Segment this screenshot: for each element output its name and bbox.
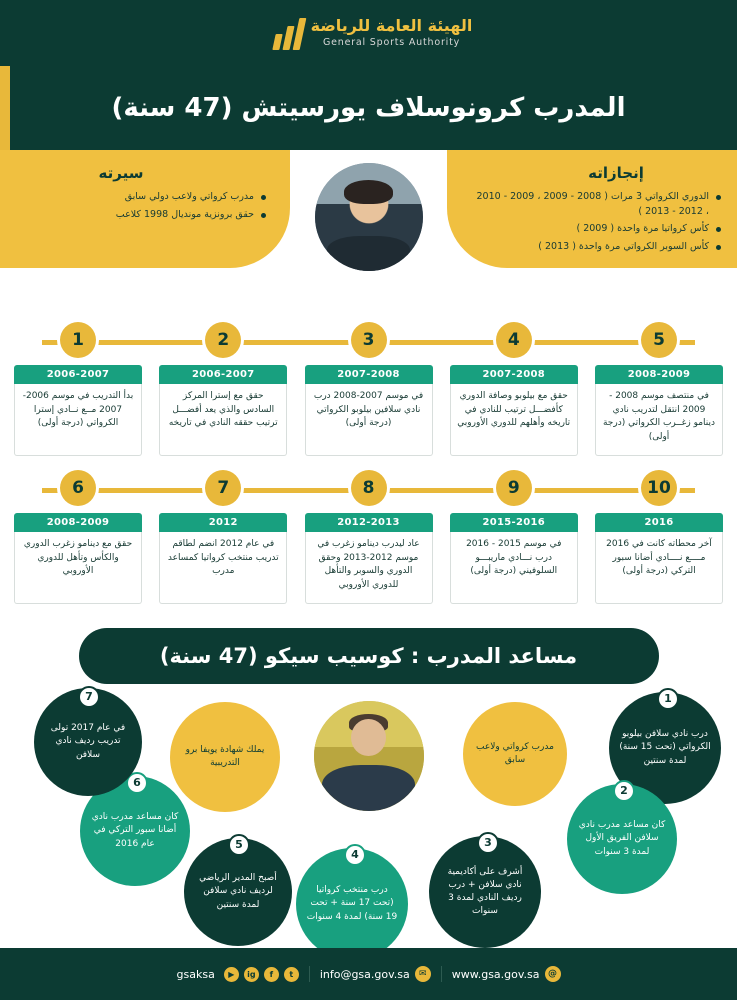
- assistant-section: [0, 688, 737, 988]
- assistant-step-3: [429, 836, 541, 948]
- career-block: [16, 164, 266, 225]
- achievements-block: [471, 164, 721, 258]
- step-number: 8: [351, 470, 387, 506]
- step-text: كان مساعد مدرب نادي أضانا سبور التركي في عام 2016: [91, 812, 179, 849]
- page-title: المدرب كرونوسلاف يورسيتش (47 سنة): [111, 93, 626, 123]
- email-text: info@gsa.gov.sa: [319, 967, 410, 981]
- step-text: في عام 2012 انضم لطاقم تدريب منتخب كرواتيا كمساعد مدرب: [159, 532, 287, 604]
- step-number: 2: [613, 780, 635, 802]
- list-item: كأس السوبر الكرواتي مرة واحدة ( 2013 ): [471, 240, 721, 255]
- step-years: 2006-2007: [14, 365, 142, 384]
- step-number: 1: [657, 688, 679, 710]
- assistant-title: مساعد المدرب : كوسيب سيكو (47 سنة): [159, 644, 578, 668]
- step-number: 4: [496, 322, 532, 358]
- step-years: 2012-2013: [305, 513, 433, 532]
- step-number: 5: [228, 834, 250, 856]
- step-text: في منتصف موسم 2008 - 2009 انتقل لتدريب نادي دينامو زغــرب الكرواتي (درجة أولى): [595, 384, 723, 456]
- step-years: 2006-2007: [159, 365, 287, 384]
- step-number: 6: [60, 470, 96, 506]
- step-years: 2007-2008: [450, 365, 578, 384]
- step-text: في موسم 2015 - 2016 درب نـــادي ماريبـــو السلوفيني (درجة أولى): [450, 532, 578, 604]
- step-number: 5: [641, 322, 677, 358]
- step-number: 1: [60, 322, 96, 358]
- achievements-list: [471, 190, 721, 255]
- mail-icon: ✉: [415, 966, 431, 982]
- timeline-row-bottom: [8, 470, 729, 618]
- banner-accent-bar: [0, 66, 10, 150]
- instagram-icon[interactable]: ig: [244, 967, 259, 982]
- step-years: 2008-2009: [14, 513, 142, 532]
- step-text: أشرف على أكاديمية نادي سلافن + درب رديف النادي لمدة 3 سنوات: [447, 866, 523, 917]
- note-text: مدرب كرواتي ولاعب سابق: [476, 741, 554, 765]
- coach-portrait: [310, 158, 428, 276]
- step-number: 2: [205, 322, 241, 358]
- timeline-step: [450, 470, 578, 604]
- main-title-banner: [0, 66, 737, 150]
- social-links[interactable]: [177, 967, 299, 982]
- career-heading: سيرته: [98, 164, 144, 182]
- step-text: كان مساعد مدرب نادي سلافن الفريق الأول لمدة 3 سنوات: [578, 820, 666, 857]
- achievements-heading: إنجازاته: [588, 164, 644, 182]
- assistant-step-5: [184, 838, 292, 946]
- step-text: عاد ليدرب دينامو زغرب في موسم 2012-2013 وحقق الدوري والسوبر والتأهل للدوري الأوروبي: [305, 532, 433, 604]
- step-text: آخر محطاته كانت في 2016 مــــع نــــادي أضانا سبور التركي (درجة أولى): [595, 532, 723, 604]
- list-item: حقق برونزية مونديال 1998 كلاعب: [16, 208, 266, 223]
- timeline-step: [14, 322, 142, 456]
- assistant-note: [170, 702, 280, 812]
- timeline-step: [305, 470, 433, 604]
- timeline-step: [159, 470, 287, 604]
- list-item: كأس كرواتيا مرة واحدة ( 2009 ): [471, 222, 721, 237]
- step-number: 10: [641, 470, 677, 506]
- timeline-step: [14, 470, 142, 604]
- step-number: 6: [126, 772, 148, 794]
- page-footer: [0, 948, 737, 1000]
- social-handle: gsaksa: [176, 967, 215, 981]
- step-years: 2015-2016: [450, 513, 578, 532]
- step-text: بدأ التدريب في موسم 2006-2007 مــع نــادي إسترا الكرواتي (درجة أولى): [14, 384, 142, 456]
- step-text: حقق مع إسترا المركز السادس والذي يعد أفضـــل ترتيب حققه النادي في تاريخه: [159, 384, 287, 456]
- step-number: 3: [351, 322, 387, 358]
- website-text: www.gsa.gov.sa: [451, 967, 540, 981]
- step-number: 3: [477, 832, 499, 854]
- assistant-step-7: [34, 688, 142, 796]
- career-timeline: [0, 318, 737, 624]
- step-number: 4: [344, 844, 366, 866]
- timeline-step: [595, 322, 723, 456]
- step-years: 2016: [595, 513, 723, 532]
- twitter-icon[interactable]: t: [284, 967, 299, 982]
- page-header: [0, 0, 737, 66]
- assistant-step-2: [567, 784, 677, 894]
- org-name-arabic: الهيئة العامة للرياضة: [310, 16, 473, 36]
- step-number: 7: [78, 686, 100, 708]
- assistant-step-4: [296, 848, 408, 960]
- career-list: [16, 190, 266, 222]
- website-link[interactable]: [452, 966, 561, 982]
- step-text: أصبح المدير الرياضي لرديف نادي سلافن لمدة سنتين: [199, 873, 277, 910]
- timeline-step: [595, 470, 723, 604]
- facebook-icon[interactable]: f: [264, 967, 279, 982]
- step-number: 7: [205, 470, 241, 506]
- brand-logo-text: [311, 17, 473, 48]
- timeline-step: [450, 322, 578, 456]
- step-number: 9: [496, 470, 532, 506]
- brand-logo: [265, 16, 473, 50]
- footer-divider: [441, 966, 442, 982]
- timeline-row-top: [8, 322, 729, 470]
- step-text: في موسم 2007-2008 درب نادي سلافين بيلوبو الكرواتي (درجة أولى): [305, 384, 433, 456]
- assistant-portrait: [309, 696, 429, 816]
- bars-logo-icon: [265, 16, 303, 50]
- step-years: 2012: [159, 513, 287, 532]
- footer-divider: [309, 966, 310, 982]
- timeline-step: [159, 322, 287, 456]
- bio-section: [0, 150, 737, 318]
- list-item: الدوري الكرواتي 3 مرات ( 2008 - 2009 ، 2009 - 2010 ، 2012 - 2013 ): [471, 190, 721, 219]
- step-years: 2008-2009: [595, 365, 723, 384]
- timeline-step: [305, 322, 433, 456]
- youtube-icon[interactable]: ▶: [224, 967, 239, 982]
- org-name-english: General Sports Authority: [322, 36, 461, 48]
- globe-icon: @: [545, 966, 561, 982]
- assistant-title-banner: [79, 628, 659, 684]
- step-text: درب نادي سلافن بيلوبو الكرواتي (تحت 15 سنة) لمدة سنتين: [619, 729, 711, 766]
- assistant-note: [463, 702, 567, 806]
- step-text: حقق مع دينامو زغرب الدوري والكأس وتأهل للدوري الأوروبي: [14, 532, 142, 604]
- email-link[interactable]: [320, 966, 431, 982]
- list-item: مدرب كرواتي ولاعب دولي سابق: [16, 190, 266, 205]
- note-text: يملك شهادة يويفا برو التدريبية: [185, 744, 265, 768]
- step-text: درب منتخب كرواتيا (تحت 17 سنة + تحت 19 سنة) لمدة 4 سنوات: [306, 885, 398, 922]
- step-years: 2007-2008: [305, 365, 433, 384]
- step-text: في عام 2017 تولى تدريب رديف نادي سلافن: [50, 723, 126, 760]
- step-text: حقق مع بيلوبو وصافة الدوري كأفضـــل ترتيب للنادي في تاريخه وأهلهم للدوري الأوروبي: [450, 384, 578, 456]
